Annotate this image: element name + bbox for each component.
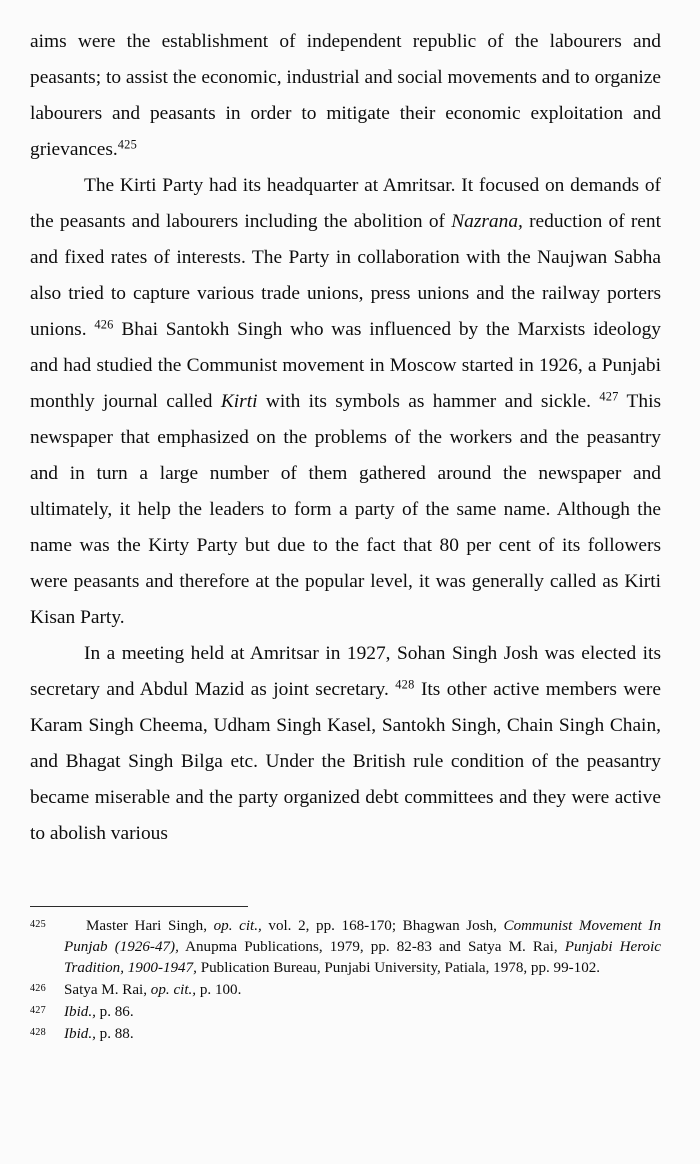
footnote-428 xyxy=(30,1024,661,1045)
italic-text: Ibid., xyxy=(64,1004,96,1020)
italic-text: Ibid., xyxy=(64,1026,96,1042)
italic-text: Punjabi Heroic Tradition, 1900-1947, xyxy=(64,939,661,976)
footnote-425 xyxy=(30,916,661,979)
italic-text: Nazrana, xyxy=(451,211,523,232)
footnote-list xyxy=(30,916,661,1045)
footnote-426 xyxy=(30,980,661,1001)
footnote-427 xyxy=(30,1002,661,1023)
italic-text: op. cit., xyxy=(150,982,197,998)
footnote-separator-rule xyxy=(30,906,248,907)
paragraph-para-aims: aims were the establishment of independent republic of the labourers and peasants; to assist the economic, industrial and social movements and to organize labourers and peasants in order to mitigate their economic exploitation and grievances.$^{425}$ xyxy=(30,31,661,160)
footnote-text: Master Hari Singh, op. cit., vol. 2, pp. 168-170; Bhagwan Josh, Communist Movement In Punjab (1926-47), Anupma Publications, 1979, pp. 82-83 and Satya M. Rai, Punjabi Heroic Tradition, 1900-1947, Publication Bureau, Punjabi University, Patiala, 1978, pp. 99-102. xyxy=(64,918,662,976)
italic-text: Kirti xyxy=(220,391,258,412)
footnote-number: 428 xyxy=(30,1027,46,1038)
footnote-number: 427 xyxy=(30,1005,46,1016)
paragraph-para-kirti-party: The Kirti Party had its headquarter at Amritsar. It focused on demands of the peasants and labourers including the abolition of Nazrana, reduction of rent and fixed rates of interests. The Party in collaboration with the Naujwan Sabha also tried to capture various trade unions, press unions and the railway porters unions. $^{426}$ Bhai Santokh Singh who was influenced by the Marxists ideology and had studied the Communist movement in Moscow started in 1926, a Punjabi monthly journal called Kirti with its symbols as hammer and sickle. $^{427}$ This newspaper that emphasized on the problems of the workers and the peasantry and in turn a large number of them gathered around the newspaper and ultimately, it help the leaders to form a party of the same name. Although the name was the Kirty Party but due to the fact that 80 per cent of its followers were peasants and therefore at the popular level, it was generally called as Kirti Kisan Party. xyxy=(30,175,662,628)
footnote-reference[interactable]: 425 xyxy=(117,137,137,152)
footnote-number: 425 xyxy=(30,919,46,930)
footnote-reference[interactable]: 426 xyxy=(94,317,114,332)
footnote-reference[interactable]: 427 xyxy=(599,389,619,404)
footnotes-block xyxy=(30,906,661,1046)
footnote-text: Satya M. Rai, op. cit., p. 100. xyxy=(64,982,242,998)
footnote-reference[interactable]: 428 xyxy=(395,677,415,692)
italic-text: op. cit., xyxy=(213,918,262,934)
paragraph-para-meeting-1927: In a meeting held at Amritsar in 1927, Sohan Singh Josh was elected its secretary and Abdul Mazid as joint secretary. $^{428}$ Its other active members were Karam Singh Cheema, Udham Singh Kasel, Santokh Singh, Chain Singh Chain, and Bhagat Singh Bilga etc. Under the British rule condition of the peasantry became miserable and the party organized debt committees and they were active to abolish various xyxy=(30,643,661,844)
footnote-text: Ibid., p. 88. xyxy=(64,1026,134,1042)
italic-text: Communist Movement In Punjab (1926-47), xyxy=(64,918,662,955)
footnote-text: Ibid., p. 86. xyxy=(64,1004,134,1020)
footnote-number: 426 xyxy=(30,983,46,994)
body-text-block xyxy=(30,24,661,852)
